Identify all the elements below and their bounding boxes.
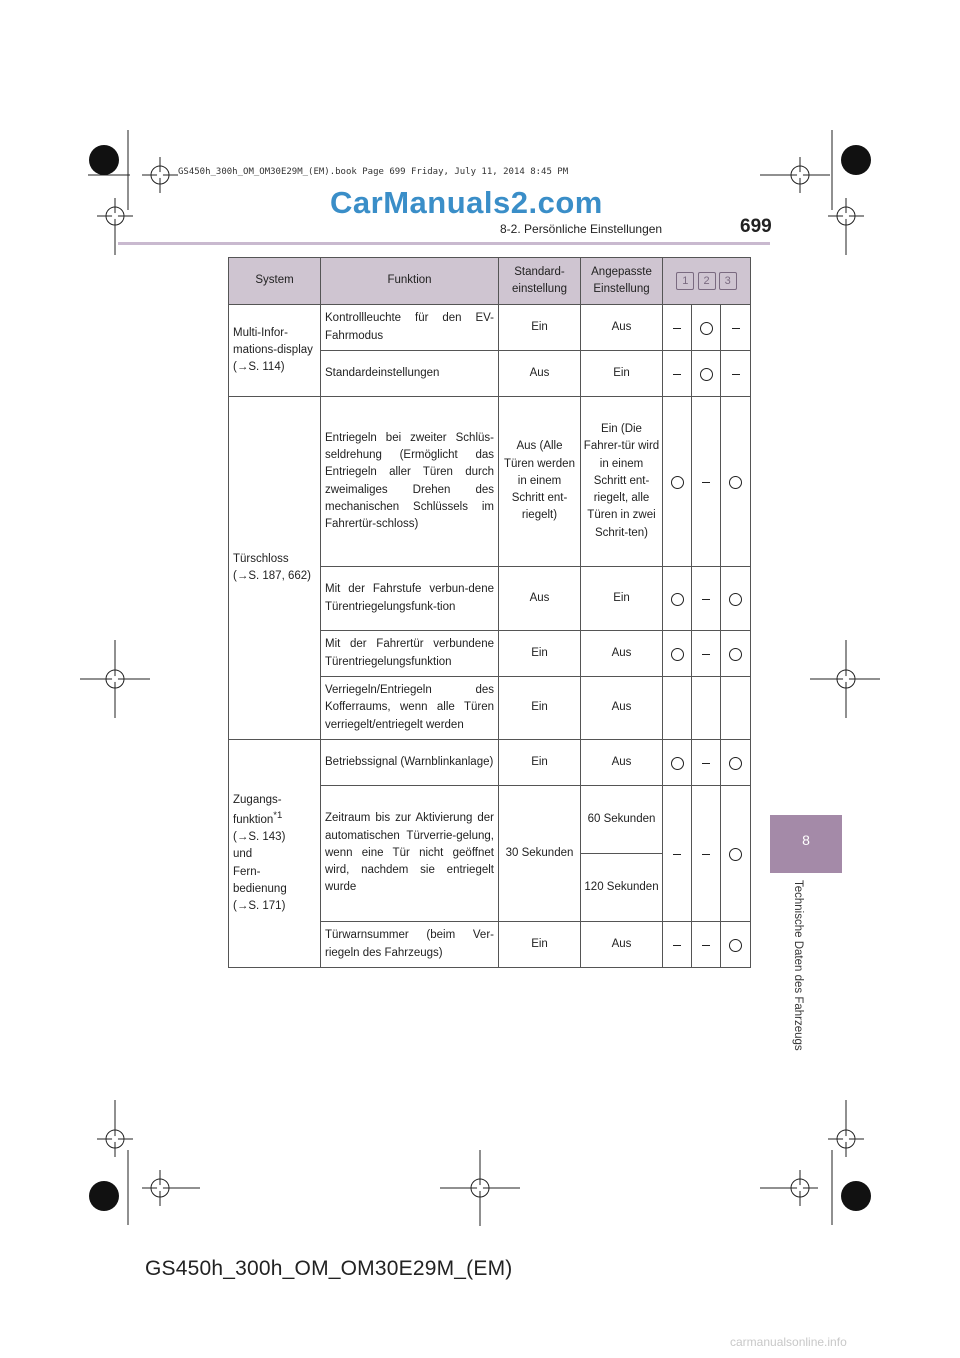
section-title: 8-2. Persönliche Einstellungen — [500, 222, 663, 236]
sym-cell — [663, 786, 692, 922]
sym-cell — [721, 305, 751, 351]
badge-3: 3 — [719, 272, 737, 290]
circle-icon — [729, 848, 742, 861]
standard-cell: Ein — [499, 631, 581, 677]
system-cell: Türschloss (→S. 187, 662) — [229, 397, 321, 740]
standard-cell: Aus — [499, 351, 581, 397]
sym-cell — [663, 677, 692, 740]
angepasst-cell: Aus — [581, 740, 663, 786]
circle-icon — [729, 939, 742, 952]
badge-2: 2 — [698, 272, 716, 290]
footnote-ref: *1 — [273, 809, 283, 821]
funktion-cell: Entriegeln bei zweiter Schlüs-seldrehung (Ermöglicht das Entriegeln aller Türen durch zweimaliges Drehen des mechanischen Schlüssels im Fahrertür-schloss) — [321, 397, 499, 567]
system-cell: Zugangs- funktion$^{*1}$ (→S. 143) und Fern- bedienung (→S. 171) — [229, 740, 321, 968]
dash-icon — [702, 482, 710, 483]
circle-icon — [729, 648, 742, 661]
funktion-cell: Kontrollleuchte für den EV-Fahrmodus — [321, 305, 499, 351]
circle-icon — [671, 648, 684, 661]
standard-cell: Aus (Alle Türen werden in einem Schritt ent-riegelt) — [499, 397, 581, 567]
dash-icon — [673, 945, 681, 946]
dash-icon — [702, 945, 710, 946]
sym-cell — [692, 740, 721, 786]
book-info: GS450h_300h_OM_OM30E29M_(EM).book Page 699 Friday, July 11, 2014 8:45 PM — [178, 167, 569, 177]
sym-cell — [663, 351, 692, 397]
circle-icon — [671, 476, 684, 489]
standard-cell: Ein — [499, 677, 581, 740]
circle-icon — [671, 757, 684, 770]
watermark-logo: CarManuals2.com — [330, 185, 603, 220]
dash-icon — [732, 374, 740, 375]
sym-cell — [721, 567, 751, 631]
sym-cell — [721, 631, 751, 677]
sym-cell — [692, 786, 721, 922]
page-number: 699 — [740, 216, 772, 237]
badge-1: 1 — [676, 272, 694, 290]
circle-icon — [729, 757, 742, 770]
sym-cell — [721, 397, 751, 567]
sym-cell — [721, 922, 751, 968]
angepasst-cell: 60 Sekunden — [581, 786, 663, 854]
dash-icon — [732, 328, 740, 329]
sym-cell — [692, 631, 721, 677]
sym-cell — [692, 922, 721, 968]
header-angepasst: Angepasste Einstellung — [581, 258, 663, 305]
manual-code: GS450h_300h_OM_OM30E29M_(EM) — [145, 1257, 513, 1280]
sym-cell — [692, 677, 721, 740]
dash-icon — [702, 763, 710, 764]
dash-icon — [673, 854, 681, 855]
dash-icon — [702, 654, 710, 655]
sym-cell — [721, 351, 751, 397]
header-system: System — [229, 258, 321, 305]
source-watermark: carmanualsonline.info — [730, 1335, 847, 1349]
table-row — [229, 397, 751, 567]
settings-table — [228, 257, 751, 968]
sym-cell — [721, 677, 751, 740]
angepasst-cell: Aus — [581, 677, 663, 740]
sym-cell — [663, 631, 692, 677]
funktion-cell: Zeitraum bis zur Aktivierung der automatischen Türverrie-gelung, wenn eine Tür nicht geöffnet wird, nachdem sie entriegelt wurde — [321, 786, 499, 922]
dash-icon — [702, 599, 710, 600]
dash-icon — [702, 854, 710, 855]
sym-cell — [692, 351, 721, 397]
circle-icon — [700, 368, 713, 381]
circle-icon — [729, 593, 742, 606]
sym-cell — [663, 567, 692, 631]
angepasst-cell: Ein (Die Fahrer-tür wird in einem Schritt ent-riegelt, alle Türen in zwei Schrit-ten) — [581, 397, 663, 567]
angepasst-cell: 120 Sekunden — [581, 854, 663, 922]
header-divider — [118, 242, 770, 245]
dash-icon — [673, 328, 681, 329]
sym-cell — [663, 305, 692, 351]
table-row — [229, 305, 751, 351]
sym-cell — [663, 397, 692, 567]
sym-cell — [663, 922, 692, 968]
standard-cell: Ein — [499, 305, 581, 351]
sym-cell — [692, 397, 721, 567]
funktion-cell: Betriebssignal (Warnblinkanlage) — [321, 740, 499, 786]
sym-cell — [721, 786, 751, 922]
header-standard: Standard-einstellung — [499, 258, 581, 305]
standard-cell: Ein — [499, 922, 581, 968]
chapter-label: Technische Daten des Fahrzeugs — [792, 880, 804, 1051]
circle-icon — [671, 593, 684, 606]
sym-cell — [663, 740, 692, 786]
standard-cell: Aus — [499, 567, 581, 631]
angepasst-cell: Ein — [581, 567, 663, 631]
angepasst-cell: Ein — [581, 351, 663, 397]
sym-cell — [692, 567, 721, 631]
sym-cell — [692, 305, 721, 351]
chapter-number: 8 — [802, 832, 810, 848]
funktion-cell: Verriegeln/Entriegeln des Kofferraums, wenn alle Türen verriegelt/entriegelt werden — [321, 677, 499, 740]
standard-cell: 30 Sekunden — [499, 786, 581, 922]
funktion-cell: Mit der Fahrstufe verbun-dene Türentriegelungsfunk-tion — [321, 567, 499, 631]
system-cell: Multi-Infor-mations-display (→S. 114) — [229, 305, 321, 397]
circle-icon — [700, 322, 713, 335]
standard-cell: Ein — [499, 740, 581, 786]
funktion-cell: Mit der Fahrertür verbundene Türentriegelungsfunktion — [321, 631, 499, 677]
header-badges — [663, 258, 751, 305]
funktion-cell: Standardeinstellungen — [321, 351, 499, 397]
angepasst-cell: Aus — [581, 922, 663, 968]
angepasst-cell: Aus — [581, 305, 663, 351]
dash-icon — [673, 374, 681, 375]
angepasst-cell: Aus — [581, 631, 663, 677]
funktion-cell: Türwarnsummer (beim Ver-riegeln des Fahrzeugs) — [321, 922, 499, 968]
header-funktion: Funktion — [321, 258, 499, 305]
circle-icon — [729, 476, 742, 489]
table-header-row — [229, 258, 751, 305]
table-row — [229, 740, 751, 786]
sym-cell — [721, 740, 751, 786]
chapter-tab[interactable] — [770, 815, 842, 873]
